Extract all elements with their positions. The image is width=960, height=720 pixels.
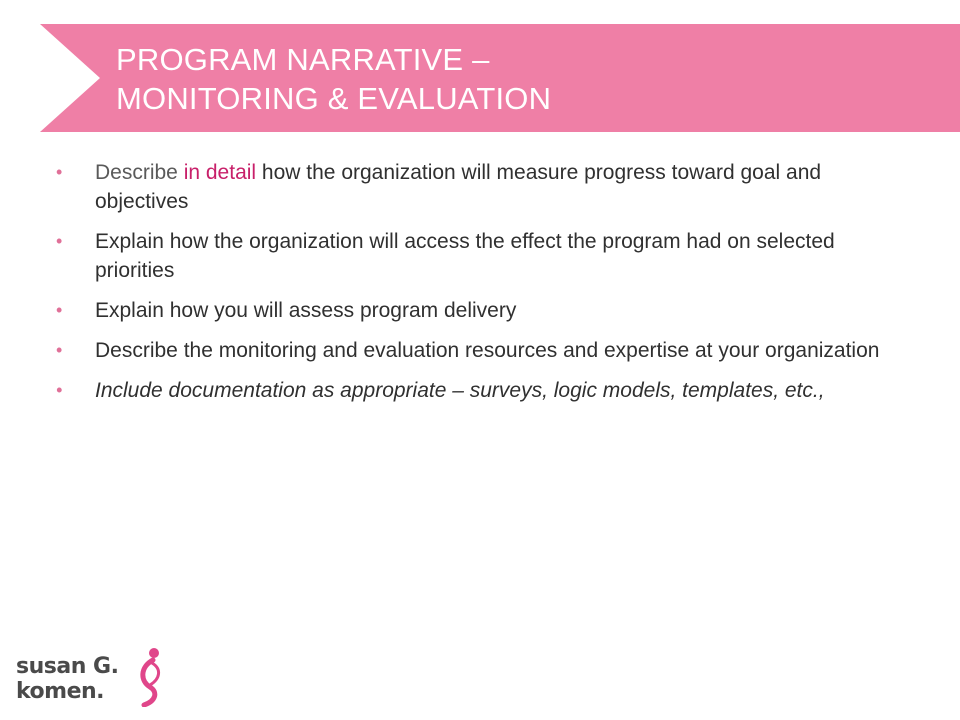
page-title-line-1: PROGRAM NARRATIVE –: [116, 42, 490, 77]
list-item-text: Explain how the organization will access the effect the program had on selected priorities: [95, 230, 835, 282]
bullet-marker: •: [56, 231, 63, 251]
bullet-marker: •: [56, 162, 63, 182]
list-item-lead: Describe: [95, 161, 184, 184]
list-item: [56, 376, 916, 405]
list-item-text: Include documentation as appropriate – surveys, logic models, templates, etc.,: [95, 379, 825, 402]
bullet-list: [56, 158, 916, 416]
logo-line-1: susan G.: [16, 654, 119, 679]
bullet-marker: •: [56, 380, 63, 400]
bullet-marker: •: [56, 300, 63, 320]
list-item: [56, 227, 916, 285]
list-item: [56, 296, 916, 325]
susan-g-komen-logo: [10, 645, 170, 707]
logo-line-2: komen.: [16, 679, 105, 704]
pink-ribbon-icon: [126, 645, 170, 707]
list-item-text: how the organization will measure progress toward goal and objectives: [95, 161, 822, 213]
list-item: [56, 336, 916, 365]
list-item-text: Explain how you will assess program delivery: [95, 299, 517, 322]
list-item: [56, 158, 916, 216]
page-title: [116, 40, 551, 118]
bullet-marker: •: [56, 340, 63, 360]
list-item-highlight: in detail: [183, 161, 257, 184]
page-title-line-2: MONITORING & EVALUATION: [116, 81, 552, 116]
list-item-text: Describe the monitoring and evaluation resources and expertise at your organization: [95, 339, 880, 362]
